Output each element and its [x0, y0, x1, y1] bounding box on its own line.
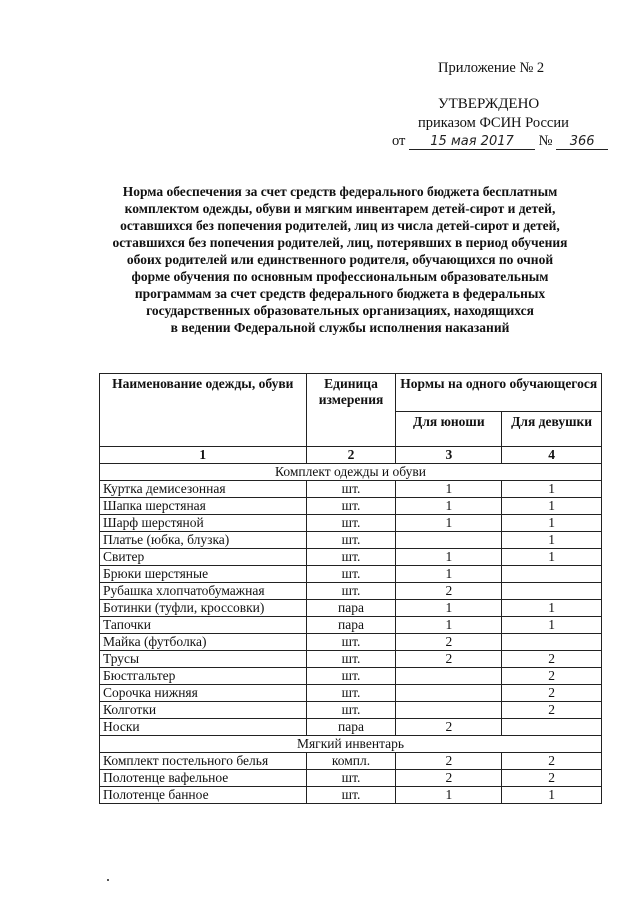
boys-norm-cell: 1: [396, 549, 502, 566]
unit-cell: шт.: [306, 685, 396, 702]
index-cell: 2: [306, 447, 396, 464]
unit-cell: шт.: [306, 583, 396, 600]
header-boys: Для юноши: [396, 411, 502, 447]
table-row: [100, 617, 602, 634]
table-row: [100, 702, 602, 719]
unit-cell: шт.: [306, 532, 396, 549]
boys-norm-cell: 1: [396, 566, 502, 583]
girls-norm-cell: 1: [502, 515, 602, 532]
girls-norm-cell: 1: [502, 532, 602, 549]
order-label: приказом ФСИН России: [418, 115, 569, 131]
section-title: Комплект одежды и обуви: [100, 464, 602, 481]
section-row: [100, 736, 602, 753]
boys-norm-cell: 1: [396, 515, 502, 532]
unit-cell: шт.: [306, 770, 396, 787]
boys-norm-cell: 2: [396, 634, 502, 651]
girls-norm-cell: 2: [502, 685, 602, 702]
document-title: [80, 183, 600, 336]
boys-norm-cell: 1: [396, 787, 502, 804]
title-line: комплектом одежды, обуви и мягким инвентарем детей-сирот и детей,: [124, 201, 556, 216]
section-title: Мягкий инвентарь: [100, 736, 602, 753]
table-row: [100, 770, 602, 787]
table-row: [100, 753, 602, 770]
table-row: [100, 668, 602, 685]
number-prefix: №: [538, 133, 553, 149]
table-row: [100, 583, 602, 600]
item-name-cell: Платье (юбка, блузка): [100, 532, 307, 549]
header-unit: Единица измерения: [306, 374, 396, 447]
item-name-cell: Ботинки (туфли, кроссовки): [100, 600, 307, 617]
table-row: [100, 685, 602, 702]
unit-cell: шт.: [306, 787, 396, 804]
unit-cell: пара: [306, 600, 396, 617]
order-number-handwritten: 366: [556, 134, 608, 150]
girls-norm-cell: [502, 566, 602, 583]
boys-norm-cell: 1: [396, 498, 502, 515]
table-row: [100, 634, 602, 651]
unit-cell: шт.: [306, 481, 396, 498]
unit-cell: шт.: [306, 498, 396, 515]
header-name: Наименование одежды, обуви: [100, 374, 307, 447]
title-line: оставшихся без попечения родителей, лиц, потерявших в период обучения: [112, 235, 568, 250]
boys-norm-cell: [396, 668, 502, 685]
item-name-cell: Полотенце вафельное: [100, 770, 307, 787]
table-row: [100, 532, 602, 549]
item-name-cell: Трусы: [100, 651, 307, 668]
table-row: [100, 719, 602, 736]
title-line: обоих родителей или единственного родителя, обучающихся по очной: [126, 252, 554, 267]
title-line: оставшихся без попечения родителей, лиц из числа детей-сирот и детей,: [120, 218, 560, 233]
title-line: государственных образовательных организациях, находящихся: [146, 303, 534, 318]
boys-norm-cell: 2: [396, 770, 502, 787]
unit-cell: шт.: [306, 549, 396, 566]
approved-label: УТВЕРЖДЕНО: [438, 96, 540, 112]
order-date-line: [392, 133, 608, 150]
item-name-cell: Свитер: [100, 549, 307, 566]
table-row: [100, 600, 602, 617]
unit-cell: шт.: [306, 668, 396, 685]
header-girls: Для девушки: [502, 411, 602, 447]
unit-cell: шт.: [306, 566, 396, 583]
boys-norm-cell: [396, 532, 502, 549]
header-norms: Нормы на одного обучающегося: [396, 374, 602, 412]
boys-norm-cell: 1: [396, 481, 502, 498]
girls-norm-cell: 1: [502, 787, 602, 804]
girls-norm-cell: 2: [502, 668, 602, 685]
table-row: [100, 787, 602, 804]
item-name-cell: Комплект постельного белья: [100, 753, 307, 770]
girls-norm-cell: 2: [502, 702, 602, 719]
girls-norm-cell: 1: [502, 617, 602, 634]
girls-norm-cell: 2: [502, 770, 602, 787]
unit-cell: шт.: [306, 702, 396, 719]
item-name-cell: Майка (футболка): [100, 634, 307, 651]
norms-table: [99, 373, 602, 804]
unit-cell: шт.: [306, 651, 396, 668]
date-prefix: от: [392, 133, 406, 149]
boys-norm-cell: 2: [396, 719, 502, 736]
item-name-cell: Куртка демисезонная: [100, 481, 307, 498]
index-cell: 4: [502, 447, 602, 464]
boys-norm-cell: 1: [396, 600, 502, 617]
index-cell: 1: [100, 447, 307, 464]
girls-norm-cell: [502, 634, 602, 651]
boys-norm-cell: 2: [396, 583, 502, 600]
item-name-cell: Полотенце банное: [100, 787, 307, 804]
item-name-cell: Сорочка нижняя: [100, 685, 307, 702]
title-line: в ведении Федеральной службы исполнения наказаний: [170, 320, 510, 335]
unit-cell: пара: [306, 719, 396, 736]
boys-norm-cell: 2: [396, 651, 502, 668]
table-row: [100, 515, 602, 532]
girls-norm-cell: [502, 583, 602, 600]
girls-norm-cell: 1: [502, 481, 602, 498]
girls-norm-cell: 1: [502, 549, 602, 566]
unit-cell: пара: [306, 617, 396, 634]
table-row: [100, 566, 602, 583]
unit-cell: компл.: [306, 753, 396, 770]
item-name-cell: Брюки шерстяные: [100, 566, 307, 583]
table-row: [100, 549, 602, 566]
item-name-cell: Тапочки: [100, 617, 307, 634]
index-cell: 3: [396, 447, 502, 464]
girls-norm-cell: 1: [502, 498, 602, 515]
girls-norm-cell: [502, 719, 602, 736]
boys-norm-cell: [396, 702, 502, 719]
unit-cell: шт.: [306, 634, 396, 651]
title-line: программам за счет средств федерального бюджета в федеральных: [134, 286, 546, 301]
item-name-cell: Шапка шерстяная: [100, 498, 307, 515]
girls-norm-cell: 2: [502, 651, 602, 668]
section-row: [100, 464, 602, 481]
scan-speck: [107, 879, 109, 881]
unit-cell: шт.: [306, 515, 396, 532]
boys-norm-cell: 2: [396, 753, 502, 770]
table-row: [100, 481, 602, 498]
item-name-cell: Шарф шерстяной: [100, 515, 307, 532]
boys-norm-cell: 1: [396, 617, 502, 634]
title-line: форме обучения по основным профессиональным образовательным: [131, 269, 549, 284]
appendix-label: Приложение № 2: [438, 60, 545, 76]
table-row: [100, 498, 602, 515]
boys-norm-cell: [396, 685, 502, 702]
item-name-cell: Рубашка хлопчатобумажная: [100, 583, 307, 600]
order-date-handwritten: 15 мая 2017: [409, 134, 535, 150]
title-line: Норма обеспечения за счет средств федерального бюджета бесплатным: [122, 184, 558, 199]
girls-norm-cell: 1: [502, 600, 602, 617]
girls-norm-cell: 2: [502, 753, 602, 770]
item-name-cell: Колготки: [100, 702, 307, 719]
item-name-cell: Носки: [100, 719, 307, 736]
item-name-cell: Бюстгальтер: [100, 668, 307, 685]
table-row: [100, 651, 602, 668]
